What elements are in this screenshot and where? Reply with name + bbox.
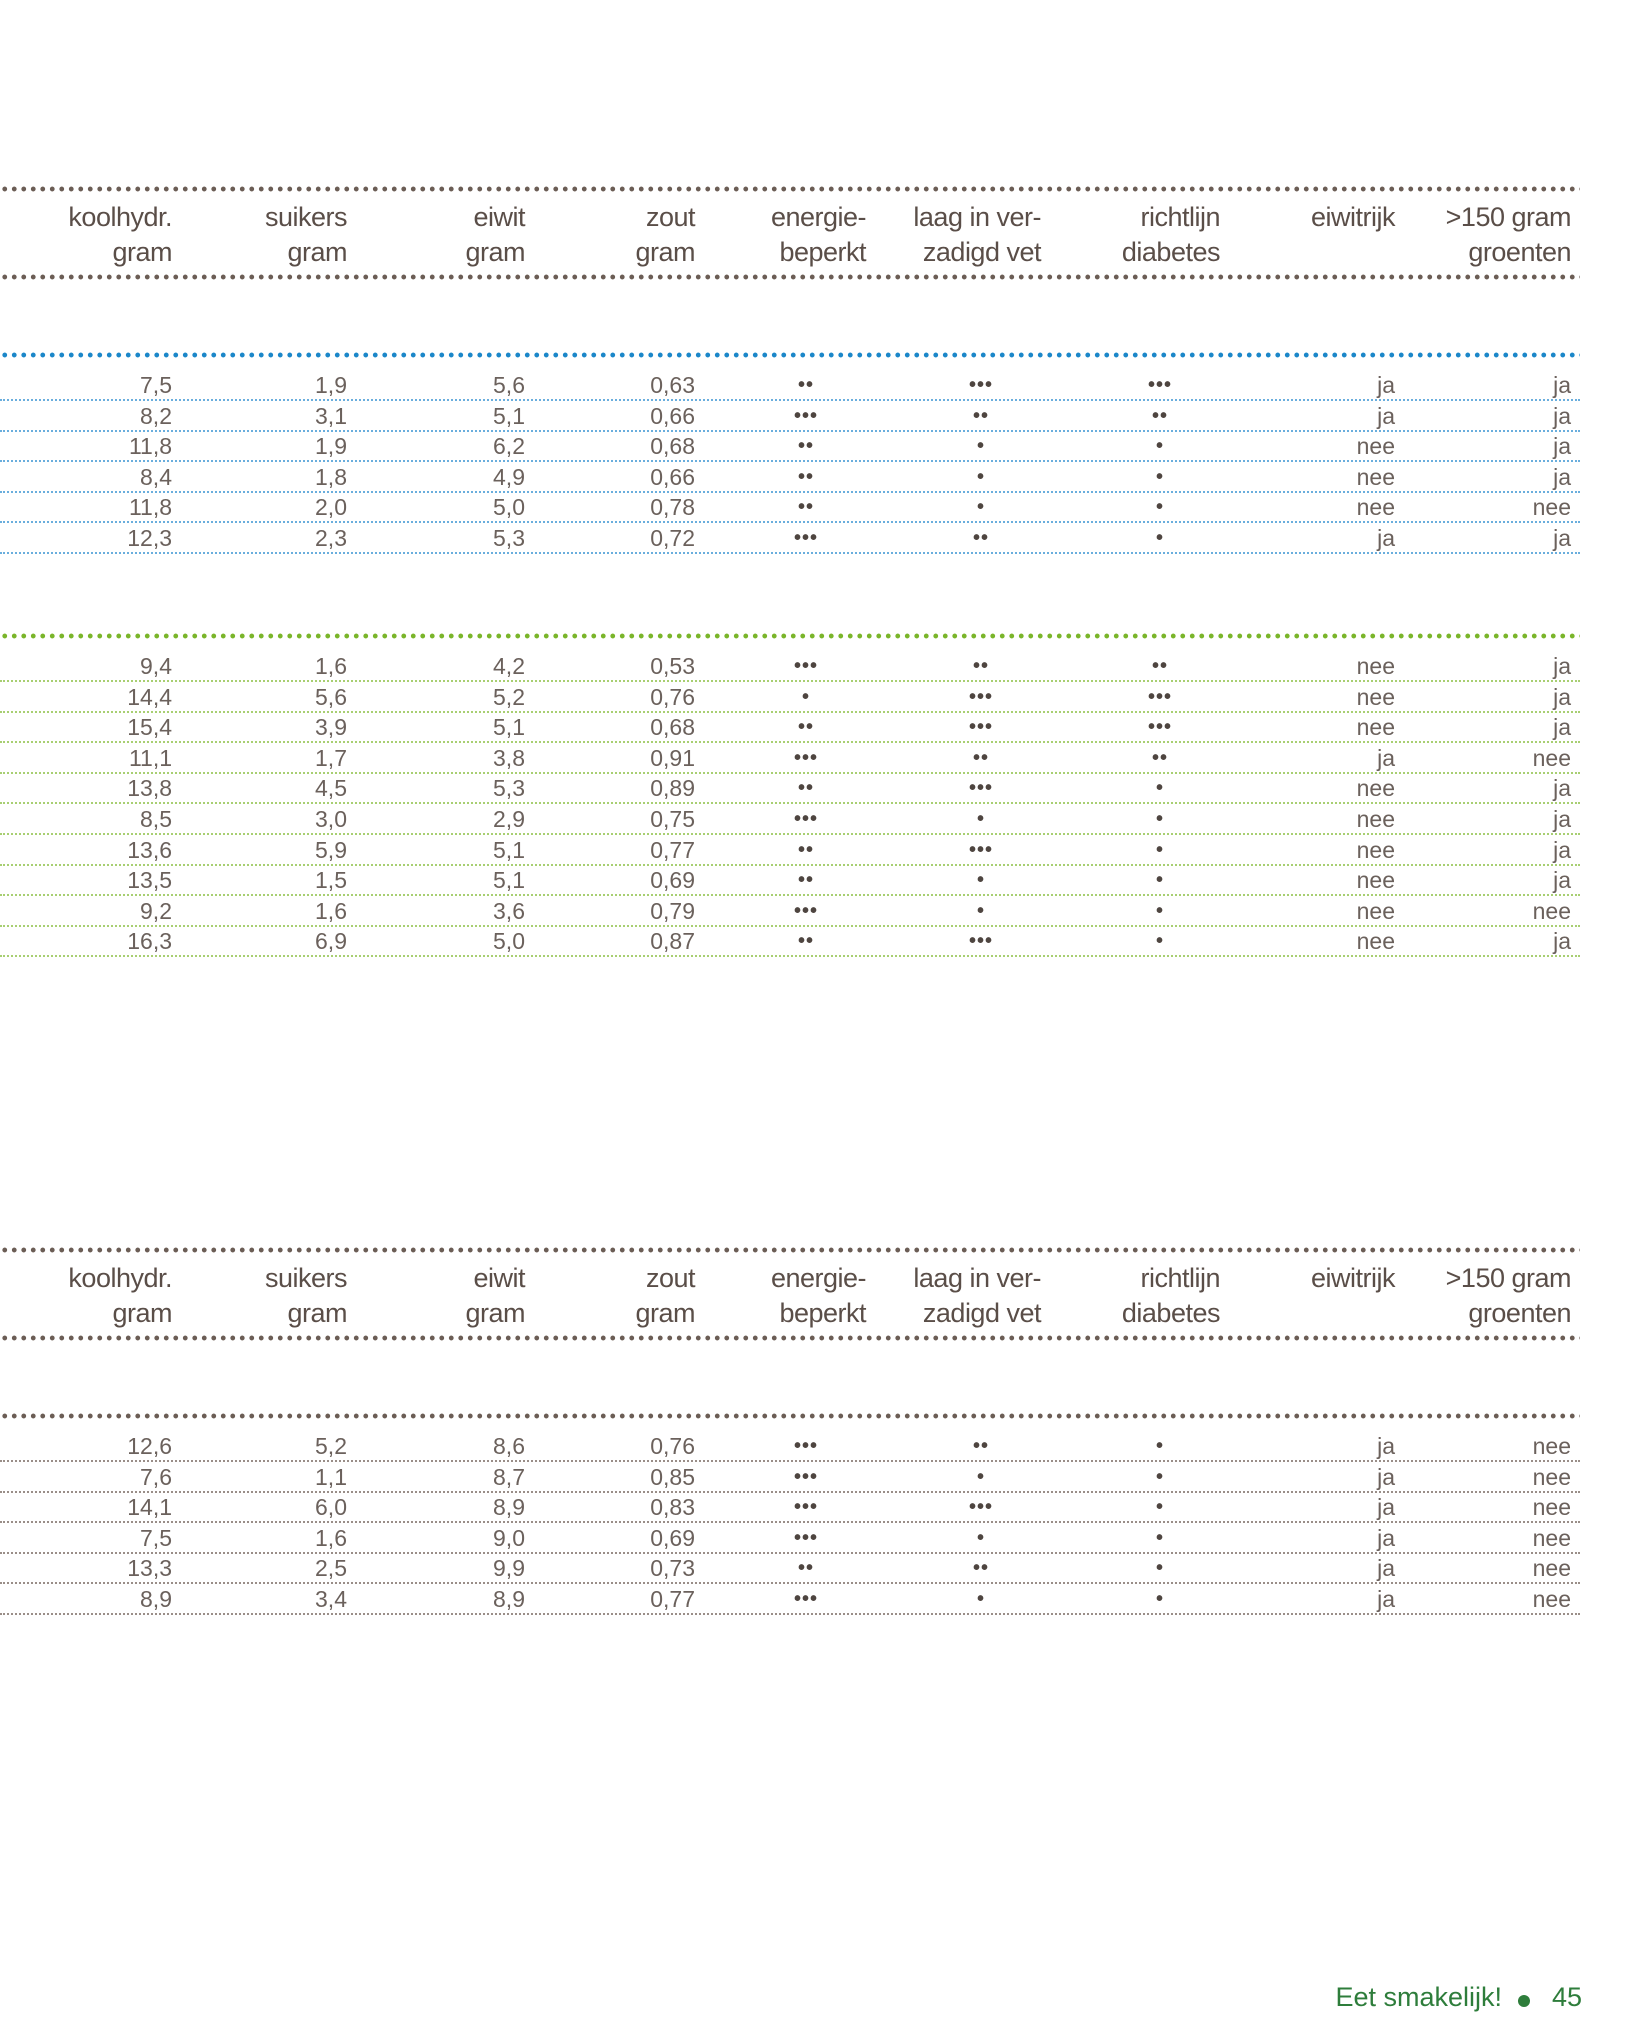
header-line2: gram (635, 1298, 695, 1328)
header-line1: koolhydr. (68, 1263, 172, 1293)
header-line1: zout (645, 1263, 695, 1293)
cell-diabetes: • (1155, 1465, 1164, 1488)
header-line2: diabetes (1121, 237, 1220, 267)
cell-eiwitrijk: nee (1356, 683, 1395, 710)
cell-suikers: 1,6 (315, 897, 347, 924)
cell-groenten: nee (1532, 1463, 1571, 1490)
cell-zout: 0,76 (650, 1433, 695, 1459)
cell-verzadigd-vet: ••• (968, 1496, 993, 1519)
header-line1: richtlijn (1140, 1263, 1220, 1293)
cell-verzadigd-vet: • (976, 808, 985, 830)
cell-energie: ••• (793, 746, 818, 769)
group-rule-brown (0, 1413, 1580, 1419)
cell-zout: 0,91 (650, 744, 695, 771)
cell-diabetes: • (1155, 899, 1164, 922)
cell-suikers: 6,0 (315, 1494, 347, 1521)
cell-eiwit: 8,7 (493, 1463, 525, 1490)
cell-eiwitrijk: nee (1356, 836, 1395, 863)
table-row (0, 1553, 1580, 1584)
cell-koolhydr: 9,2 (140, 897, 172, 924)
header-groenten (1446, 200, 1571, 270)
cell-eiwit: 3,6 (493, 897, 525, 924)
cell-energie: ••• (793, 527, 818, 549)
cell-koolhydr: 14,4 (127, 683, 172, 710)
cell-zout: 0,76 (650, 683, 695, 710)
cell-diabetes: •• (1151, 655, 1168, 677)
cell-verzadigd-vet: ••• (968, 930, 993, 953)
cell-koolhydr: 15,4 (127, 714, 172, 741)
cell-diabetes: • (1155, 527, 1164, 549)
cell-verzadigd-vet: •• (972, 404, 989, 427)
header-line1: energie- (770, 1263, 866, 1293)
cell-koolhydr: 13,8 (127, 775, 172, 802)
cell-diabetes: • (1155, 869, 1164, 892)
cell-eiwitrijk: ja (1377, 372, 1395, 398)
cell-energie: ••• (793, 1588, 818, 1610)
header-line1: >150 gram (1445, 1263, 1571, 1293)
cell-zout: 0,73 (650, 1555, 695, 1582)
group-rule-blue (0, 352, 1580, 358)
table-row (0, 1492, 1580, 1523)
cell-energie: ••• (793, 404, 818, 427)
header-line2: gram (635, 237, 695, 267)
cell-diabetes: • (1155, 1496, 1164, 1519)
cell-groenten: nee (1532, 1555, 1571, 1582)
row-rule (0, 955, 1580, 957)
cell-groenten: ja (1553, 683, 1571, 710)
cell-zout: 0,77 (650, 1586, 695, 1612)
cell-koolhydr: 8,2 (140, 402, 172, 429)
cell-suikers: 5,6 (315, 683, 347, 710)
cell-eiwit: 4,9 (493, 463, 525, 490)
cell-energie: ••• (793, 1465, 818, 1488)
cell-suikers: 3,9 (315, 714, 347, 741)
cell-eiwit: 5,0 (493, 494, 525, 521)
cell-eiwit: 3,8 (493, 744, 525, 771)
header-zout (635, 200, 695, 270)
cell-suikers: 5,2 (315, 1433, 347, 1459)
header-bottom-rule (0, 274, 1580, 280)
nutrition-table-2 (0, 1247, 1580, 1627)
cell-koolhydr: 14,1 (127, 1494, 172, 1521)
group-rule-green (0, 633, 1580, 639)
cell-zout: 0,79 (650, 897, 695, 924)
header-line2: zadigd vet (922, 237, 1041, 267)
cell-diabetes: ••• (1147, 685, 1172, 708)
header-line2: beperkt (779, 237, 866, 267)
cell-suikers: 1,6 (315, 1524, 347, 1551)
cell-energie: •• (797, 930, 814, 953)
cell-eiwit: 8,9 (493, 1494, 525, 1521)
cell-energie: •• (797, 1557, 814, 1580)
nutrition-table-1 (0, 186, 1580, 966)
cell-zout: 0,69 (650, 1524, 695, 1551)
row-rule (0, 1613, 1580, 1615)
cell-groenten: ja (1553, 836, 1571, 863)
cell-energie: ••• (793, 1496, 818, 1519)
cell-verzadigd-vet: • (976, 899, 985, 922)
header-zout (635, 1261, 695, 1331)
cell-groenten: ja (1553, 806, 1571, 832)
header-suikers (265, 1261, 347, 1331)
cell-suikers: 5,9 (315, 836, 347, 863)
header-koolhydr (68, 200, 172, 270)
cell-eiwitrijk: nee (1356, 897, 1395, 924)
cell-eiwitrijk: nee (1356, 775, 1395, 802)
cell-energie: • (801, 685, 810, 708)
cell-groenten: ja (1553, 714, 1571, 741)
cell-groenten: ja (1553, 463, 1571, 490)
cell-suikers: 6,9 (315, 928, 347, 955)
cell-eiwit: 5,3 (493, 525, 525, 551)
header-line2: beperkt (779, 1298, 866, 1328)
cell-verzadigd-vet: • (976, 1465, 985, 1488)
table-row (0, 804, 1580, 835)
cell-suikers: 1,1 (315, 1463, 347, 1490)
header-energie (771, 200, 866, 270)
table-row (0, 401, 1580, 432)
header-groenten (1446, 1261, 1571, 1331)
header-eiwit (465, 200, 525, 270)
cell-groenten: ja (1553, 867, 1571, 894)
cell-eiwitrijk: ja (1377, 1433, 1395, 1459)
cell-eiwitrijk: nee (1356, 714, 1395, 741)
table-row (0, 865, 1580, 896)
table-row (0, 835, 1580, 866)
cell-energie: ••• (793, 1526, 818, 1549)
cell-koolhydr: 16,3 (127, 928, 172, 955)
table-row (0, 1584, 1580, 1615)
cell-koolhydr: 11,8 (128, 433, 172, 460)
header-line2 (1311, 1296, 1395, 1331)
header-verzadigd-vet (913, 1261, 1041, 1331)
table-row (0, 1462, 1580, 1493)
cell-verzadigd-vet: • (976, 496, 985, 519)
header-bottom-rule (0, 1335, 1580, 1341)
cell-diabetes: • (1155, 1526, 1164, 1549)
cell-eiwitrijk: nee (1356, 806, 1395, 832)
page-footer (1300, 1982, 1582, 2022)
cell-zout: 0,78 (650, 494, 695, 521)
cell-verzadigd-vet: ••• (968, 374, 993, 396)
table-row (0, 462, 1580, 493)
cell-groenten: nee (1532, 897, 1571, 924)
cell-verzadigd-vet: • (976, 435, 985, 458)
header-line2: gram (287, 1298, 347, 1328)
cell-eiwitrijk: nee (1356, 928, 1395, 955)
cell-groenten: ja (1553, 775, 1571, 802)
header-line1: laag in ver- (913, 202, 1041, 232)
footer-bullet-icon (1518, 1995, 1530, 2007)
cell-eiwit: 5,1 (493, 402, 525, 429)
cell-koolhydr: 8,9 (140, 1586, 172, 1612)
header-line2: gram (112, 1298, 172, 1328)
header-line1: zout (645, 202, 695, 232)
header-line2: gram (465, 237, 525, 267)
cell-zout: 0,66 (650, 463, 695, 490)
cell-koolhydr: 13,6 (127, 836, 172, 863)
cell-energie: •• (797, 838, 814, 861)
cell-suikers: 1,9 (315, 433, 347, 460)
cell-koolhydr: 8,4 (140, 463, 172, 490)
cell-verzadigd-vet: •• (972, 1435, 989, 1457)
cell-eiwit: 6,2 (493, 433, 525, 460)
cell-eiwitrijk: nee (1356, 867, 1395, 894)
cell-eiwitrijk: ja (1377, 744, 1395, 771)
cell-diabetes: • (1155, 1588, 1164, 1610)
header-line2: gram (112, 237, 172, 267)
cell-groenten: nee (1532, 1494, 1571, 1521)
cell-suikers: 1,7 (315, 744, 347, 771)
cell-groenten: ja (1553, 928, 1571, 955)
cell-suikers: 4,5 (315, 775, 347, 802)
header-line1: richtlijn (1140, 202, 1220, 232)
header-line1: eiwit (473, 202, 525, 232)
cell-eiwitrijk: nee (1356, 494, 1395, 521)
cell-koolhydr: 7,5 (140, 372, 172, 398)
cell-koolhydr: 11,1 (128, 744, 172, 771)
cell-eiwit: 9,0 (493, 1524, 525, 1551)
cell-eiwitrijk: ja (1377, 402, 1395, 429)
cell-energie: •• (797, 869, 814, 892)
cell-suikers: 2,0 (315, 494, 347, 521)
header-eiwitrijk (1311, 1261, 1395, 1331)
table-row (0, 1523, 1580, 1554)
header-diabetes (1122, 1261, 1220, 1331)
cell-groenten: ja (1553, 525, 1571, 551)
cell-diabetes: ••• (1147, 716, 1172, 739)
cell-eiwit: 2,9 (493, 806, 525, 832)
cell-groenten: ja (1553, 372, 1571, 398)
cell-energie: •• (797, 435, 814, 458)
cell-suikers: 1,6 (315, 653, 347, 679)
cell-koolhydr: 7,6 (140, 1463, 172, 1490)
footer-title: Eet smakelijk! (1335, 1982, 1502, 2012)
cell-koolhydr: 12,3 (127, 525, 172, 551)
cell-diabetes: • (1155, 496, 1164, 519)
cell-eiwitrijk: ja (1377, 1586, 1395, 1612)
table-row (0, 926, 1580, 957)
cell-eiwit: 9,9 (493, 1555, 525, 1582)
cell-energie: •• (797, 716, 814, 739)
cell-verzadigd-vet: ••• (968, 685, 993, 708)
cell-suikers: 1,5 (315, 867, 347, 894)
header-line2: gram (465, 1298, 525, 1328)
cell-energie: ••• (793, 899, 818, 922)
cell-eiwitrijk: ja (1377, 1524, 1395, 1551)
table-row (0, 492, 1580, 523)
cell-energie: •• (797, 465, 814, 488)
cell-eiwit: 5,0 (493, 928, 525, 955)
table-row (0, 712, 1580, 743)
header-line1: eiwitrijk (1310, 1263, 1395, 1293)
cell-eiwitrijk: ja (1377, 1494, 1395, 1521)
cell-diabetes: • (1155, 777, 1164, 800)
cell-eiwit: 5,3 (493, 775, 525, 802)
cell-diabetes: • (1155, 465, 1164, 488)
cell-verzadigd-vet: •• (972, 746, 989, 769)
cell-zout: 0,68 (650, 714, 695, 741)
page-number: 45 (1551, 1982, 1582, 2012)
cell-verzadigd-vet: • (976, 869, 985, 892)
cell-eiwitrijk: ja (1377, 525, 1395, 551)
header-energie (771, 1261, 866, 1331)
cell-diabetes: • (1155, 808, 1164, 830)
cell-groenten: ja (1553, 653, 1571, 679)
cell-eiwit: 4,2 (493, 653, 525, 679)
cell-eiwit: 8,9 (493, 1586, 525, 1612)
cell-verzadigd-vet: •• (972, 527, 989, 549)
cell-suikers: 3,1 (315, 402, 347, 429)
cell-zout: 0,68 (650, 433, 695, 460)
header-eiwitrijk (1311, 200, 1395, 270)
cell-verzadigd-vet: ••• (968, 838, 993, 861)
cell-verzadigd-vet: ••• (968, 716, 993, 739)
cell-diabetes: •• (1151, 746, 1168, 769)
cell-eiwit: 8,6 (493, 1433, 525, 1459)
cell-energie: ••• (793, 808, 818, 830)
cell-diabetes: • (1155, 930, 1164, 953)
cell-suikers: 3,4 (315, 1586, 347, 1612)
cell-zout: 0,89 (650, 775, 695, 802)
cell-verzadigd-vet: •• (972, 655, 989, 677)
cell-koolhydr: 13,5 (127, 867, 172, 894)
header-line2: gram (287, 237, 347, 267)
cell-koolhydr: 13,3 (127, 1555, 172, 1582)
cell-zout: 0,72 (650, 525, 695, 551)
cell-verzadigd-vet: • (976, 465, 985, 488)
header-line1: eiwit (473, 1263, 525, 1293)
header-line2: groenten (1468, 1298, 1571, 1328)
header-line1: koolhydr. (68, 202, 172, 232)
cell-groenten: nee (1532, 1433, 1571, 1459)
cell-diabetes: • (1155, 435, 1164, 458)
header-line1: suikers (264, 202, 347, 232)
header-line2: zadigd vet (922, 1298, 1041, 1328)
cell-verzadigd-vet: • (976, 1588, 985, 1610)
cell-eiwit: 5,2 (493, 683, 525, 710)
cell-eiwitrijk: ja (1377, 1463, 1395, 1490)
cell-diabetes: • (1155, 1557, 1164, 1580)
cell-koolhydr: 8,5 (140, 806, 172, 832)
table-row (0, 370, 1580, 401)
cell-zout: 0,77 (650, 836, 695, 863)
header-diabetes (1122, 200, 1220, 270)
cell-eiwitrijk: ja (1377, 1555, 1395, 1582)
cell-diabetes: ••• (1147, 374, 1172, 396)
cell-diabetes: •• (1151, 404, 1168, 427)
table-row (0, 1431, 1580, 1462)
table-row (0, 523, 1580, 554)
cell-energie: •• (797, 777, 814, 800)
cell-koolhydr: 7,5 (140, 1524, 172, 1551)
cell-zout: 0,85 (650, 1463, 695, 1490)
cell-eiwit: 5,6 (493, 372, 525, 398)
cell-koolhydr: 12,6 (127, 1433, 172, 1459)
cell-groenten: nee (1532, 1586, 1571, 1612)
cell-groenten: nee (1532, 744, 1571, 771)
cell-koolhydr: 11,8 (128, 494, 172, 521)
table-row (0, 682, 1580, 713)
header-suikers (265, 200, 347, 270)
table-row (0, 431, 1580, 462)
header-line1: laag in ver- (913, 1263, 1041, 1293)
header-line2: groenten (1468, 237, 1571, 267)
cell-energie: ••• (793, 655, 818, 677)
cell-groenten: ja (1553, 433, 1571, 460)
cell-groenten: nee (1532, 494, 1571, 521)
cell-koolhydr: 9,4 (140, 653, 172, 679)
table-row (0, 651, 1580, 682)
cell-suikers: 2,5 (315, 1555, 347, 1582)
cell-verzadigd-vet: •• (972, 1557, 989, 1580)
cell-verzadigd-vet: • (976, 1526, 985, 1549)
cell-zout: 0,69 (650, 867, 695, 894)
header-line2 (1311, 235, 1395, 270)
cell-zout: 0,53 (650, 653, 695, 679)
cell-diabetes: • (1155, 838, 1164, 861)
table-row (0, 743, 1580, 774)
cell-eiwitrijk: nee (1356, 463, 1395, 490)
cell-energie: ••• (793, 1435, 818, 1457)
cell-diabetes: • (1155, 1435, 1164, 1457)
cell-zout: 0,66 (650, 402, 695, 429)
header-koolhydr (68, 1261, 172, 1331)
cell-energie: •• (797, 496, 814, 519)
row-rule (0, 552, 1580, 554)
cell-suikers: 2,3 (315, 525, 347, 551)
cell-zout: 0,75 (650, 806, 695, 832)
cell-eiwitrijk: nee (1356, 653, 1395, 679)
cell-energie: •• (797, 374, 814, 396)
header-line2: diabetes (1121, 1298, 1220, 1328)
header-line1: >150 gram (1445, 202, 1571, 232)
cell-groenten: ja (1553, 402, 1571, 429)
table-row (0, 773, 1580, 804)
cell-eiwitrijk: nee (1356, 433, 1395, 460)
header-line1: eiwitrijk (1310, 202, 1395, 232)
table-row (0, 896, 1580, 927)
cell-zout: 0,87 (650, 928, 695, 955)
cell-verzadigd-vet: ••• (968, 777, 993, 800)
cell-zout: 0,63 (650, 372, 695, 398)
cell-suikers: 3,0 (315, 806, 347, 832)
header-eiwit (465, 1261, 525, 1331)
cell-eiwit: 5,1 (493, 714, 525, 741)
cell-groenten: nee (1532, 1524, 1571, 1551)
cell-zout: 0,83 (650, 1494, 695, 1521)
header-verzadigd-vet (913, 200, 1041, 270)
header-line1: energie- (770, 202, 866, 232)
cell-eiwit: 5,1 (493, 867, 525, 894)
cell-suikers: 1,8 (315, 463, 347, 490)
cell-suikers: 1,9 (315, 372, 347, 398)
cell-eiwit: 5,1 (493, 836, 525, 863)
header-line1: suikers (264, 1263, 347, 1293)
